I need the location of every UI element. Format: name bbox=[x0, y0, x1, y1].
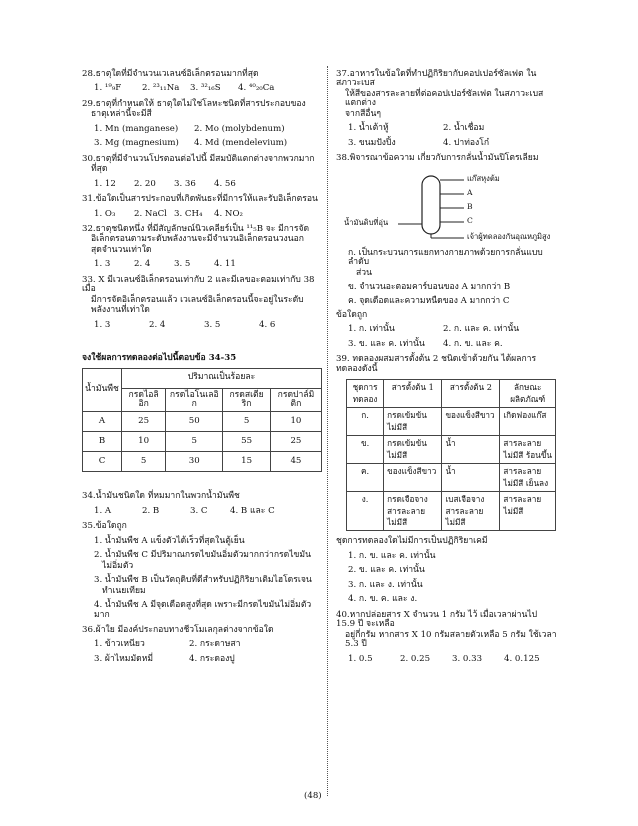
table-cell: ก. bbox=[347, 408, 384, 436]
option-4[interactable]: 4. B และ C bbox=[230, 505, 275, 516]
options bbox=[336, 325, 558, 334]
table-cell: 10 bbox=[122, 432, 166, 452]
option-2[interactable]: 2. ก. และ ค. เท่านั้น bbox=[443, 324, 520, 335]
table-row bbox=[83, 412, 322, 432]
question-30 bbox=[82, 155, 322, 189]
question-text-cont: ให้สีของสารละลายที่ต่อคอปเปอร์ซัลเฟต ในสภาวะเบส แตกต่าง bbox=[345, 88, 544, 109]
question-text: 31.ข้อใดเป็นสารประกอบที่เกิดพันธะที่มีการให้และรับอิเล็กตรอน bbox=[82, 194, 318, 205]
question-text: 28.ธาตุใดที่มีจำนวนเวเลนซ์อิเล็กตรอนมากที่สุด bbox=[82, 69, 259, 79]
option-2[interactable]: 2. น้ำเชื่อม bbox=[443, 123, 485, 134]
options bbox=[82, 537, 322, 620]
table-cell: สารละลายไม่มีสี ร้อนขึ้น bbox=[500, 436, 556, 464]
option-4[interactable]: 4. 0.125 bbox=[504, 653, 540, 664]
question-33 bbox=[82, 276, 322, 330]
option-2[interactable]: 2. 20 bbox=[134, 178, 156, 189]
question-text: 36.ผ้าใย มีองค์ประกอบทางชีวโมเลกุลต่างจากข้อใด bbox=[82, 624, 274, 635]
table-cell: 50 bbox=[166, 412, 223, 432]
statement-a: ก. เป็นกระบวนการแยกทางกายภาพด้วยการกลั่นแบบลำดับ bbox=[348, 247, 543, 268]
table-header-col: กรดไอโนเลอิก bbox=[166, 388, 223, 412]
table-cell: 10 bbox=[270, 412, 321, 432]
question-ask: ชุดการทดลองใดไม่มีการเป็นปฏิกิริยาเคมี bbox=[336, 536, 488, 547]
statement-c: ค. จุดเดือดและความหนืดของ A มากกว่า C bbox=[348, 296, 510, 307]
option-2-cont: ไม่อิ่มตัว bbox=[102, 560, 134, 571]
option-3[interactable]: 3. ก. และ ง. เท่านั้น bbox=[348, 579, 423, 590]
option-1[interactable]: 1. น้ำเต้าหู้ bbox=[348, 123, 389, 134]
table-row bbox=[347, 492, 556, 531]
option-4[interactable]: 4. น้ำมันพืช A มีจุดเดือดสูงที่สุด เพราะมีกรดไขมันไม่อิ่มตัวมาก bbox=[94, 600, 312, 620]
table-header: ชุดการทดลอง bbox=[347, 380, 384, 408]
option-2[interactable]: 2. 4 bbox=[134, 259, 151, 270]
option-2[interactable]: 2. ข. และ ค. เท่านั้น bbox=[348, 565, 425, 576]
option-2[interactable]: 2. Mo (molybdenum) bbox=[194, 123, 285, 134]
option-4[interactable]: 4. ⁴⁰₂₀Ca bbox=[238, 83, 275, 94]
option-3[interactable]: 3. 5 bbox=[204, 319, 221, 330]
option-3[interactable]: 3. ข. และ ค. เท่านั้น bbox=[348, 338, 425, 349]
table-cell: 5 bbox=[223, 412, 271, 432]
question-text-cont: สุดจำนวนเท่าใด bbox=[91, 244, 152, 255]
options bbox=[82, 84, 322, 93]
question-text-cont: จากสีอื่นๆ bbox=[345, 108, 381, 119]
question-text-cont: อยู่กี่กรัม หากสาร X 10 กรัมสลายตัวเหลือ 5 กรัม ใช้เวลา 5.3 ปี bbox=[345, 629, 557, 650]
question-text: 33. X มีเวเลนซ์อิเล็กตรอนเท่ากับ 2 และมีเลขอะตอมเท่ากับ 38 เมื่อ bbox=[82, 274, 315, 295]
question-text: 39. ทดลองผสมสารตั้งต้น 2 ชนิดเข้าด้วยกัน ได้ผลการทดลองดังนี้ bbox=[336, 354, 537, 374]
label-b: B bbox=[467, 201, 473, 211]
options bbox=[336, 552, 558, 605]
question-34 bbox=[82, 492, 322, 516]
option-4[interactable]: 4. 6 bbox=[259, 319, 276, 330]
option-1[interactable]: 1. น้ำมันพืช A แข็งตัวได้เร็วที่สุดในตู้เย็น bbox=[94, 535, 245, 546]
options bbox=[82, 139, 322, 148]
question-text: 37.อาหารในข้อใดที่ทำปฏิกิริยากับคอปเปอร์ซัลเฟต ในสภาวะเบส bbox=[336, 69, 537, 89]
options bbox=[336, 340, 558, 349]
option-4[interactable]: 4. 11 bbox=[214, 259, 236, 270]
option-3[interactable]: 3. ขนมปังปิ้ง bbox=[348, 137, 396, 148]
table-cell: น้ำ bbox=[442, 464, 500, 492]
label-top: แก๊สหุงต้ม bbox=[467, 173, 500, 183]
options bbox=[336, 139, 558, 148]
question-text: 29.ธาตุที่กำหนดให้ ธาตุใดไม่ใช่โลหะชนิดที่สารประกอบของ bbox=[82, 98, 306, 109]
statement-b: ข. จำนวนอะตอมคาร์บอนของ A มากกว่า B bbox=[348, 281, 511, 292]
experiment-table bbox=[346, 379, 556, 531]
table-cell: น้ำ bbox=[442, 436, 500, 464]
option-3[interactable]: 3. 36 bbox=[174, 178, 196, 189]
label-bottom: เจ้าผู้ทดลองกันอุณหภูมิสูง bbox=[467, 231, 551, 241]
options bbox=[82, 507, 322, 516]
left-column bbox=[82, 64, 322, 666]
options bbox=[336, 655, 558, 664]
table-header-group: ปริมาณเป็นร้อยละ bbox=[122, 368, 322, 388]
table-cell: เบสเจือจางสารละลายไม่มีสี bbox=[442, 492, 500, 531]
option-1[interactable]: 1. 3 bbox=[94, 319, 111, 330]
table-header: ลักษณะผลิตภัณฑ์ bbox=[500, 380, 556, 408]
question-text: 32.ธาตุชนิดหนึ่ง ที่มีสัญลักษณ์นิวเคลียร์เป็น ¹¹₅B จะ มีการจัด bbox=[82, 223, 310, 234]
label-crude-oil: น้ำมันดิบที่อุ่น bbox=[344, 217, 389, 227]
option-1[interactable]: 1. ก. ข. และ ค. เท่านั้น bbox=[348, 550, 436, 561]
table-header-col: กรดปาล์มิติก bbox=[270, 388, 321, 412]
option-3[interactable]: 3. 0.33 bbox=[452, 653, 483, 664]
oil-composition-table bbox=[82, 368, 322, 473]
option-4[interactable]: 4. ปาท่องโก๋ bbox=[443, 137, 490, 148]
table-cell: ข. bbox=[347, 436, 384, 464]
question-32 bbox=[82, 225, 322, 270]
table-cell: 30 bbox=[166, 452, 223, 472]
option-4[interactable]: 4. ก. ข. และ ค. bbox=[443, 338, 503, 349]
option-1[interactable]: 1. ก. เท่านั้น bbox=[348, 324, 395, 335]
option-4[interactable]: 4. 56 bbox=[214, 178, 236, 189]
option-1[interactable]: 1. O₃ bbox=[94, 208, 116, 219]
table-cell: กรดเข้มข้นไม่มีสี bbox=[384, 436, 442, 464]
option-1[interactable]: 1. A bbox=[94, 505, 112, 516]
table-cell: สารละลายไม่มีสี เย็นลง bbox=[500, 464, 556, 492]
table-cell: สารละลายไม่มีสี bbox=[500, 492, 556, 531]
option-2[interactable]: 2. 4 bbox=[149, 319, 166, 330]
option-4[interactable]: 4. NO₂ bbox=[214, 208, 243, 219]
table-row bbox=[347, 464, 556, 492]
column-divider bbox=[327, 66, 328, 796]
option-2[interactable]: 2. กระดาษสา bbox=[189, 639, 241, 650]
table-cell: 5 bbox=[122, 452, 166, 472]
options bbox=[82, 260, 322, 269]
distillation-diagram bbox=[336, 166, 558, 244]
table-header: สารตั้งต้น 1 bbox=[384, 380, 442, 408]
options bbox=[82, 655, 322, 664]
option-3[interactable]: 3. C bbox=[190, 505, 208, 516]
question-text-cont: ที่สุด bbox=[91, 164, 108, 175]
option-3[interactable]: 3. 5 bbox=[174, 259, 191, 270]
page-number: (48) bbox=[304, 791, 322, 801]
question-28 bbox=[82, 70, 322, 94]
table-header: สารตั้งต้น 2 bbox=[442, 380, 500, 408]
table-cell: ง. bbox=[347, 492, 384, 531]
table-cell: B bbox=[83, 432, 122, 452]
option-4[interactable]: 4. ก. ข. ค. และ ง. bbox=[348, 594, 418, 605]
option-2[interactable]: 2. B bbox=[142, 505, 160, 516]
option-3[interactable]: 3. CH₄ bbox=[174, 208, 203, 219]
options bbox=[82, 210, 322, 219]
question-text: 35.ข้อใดถูก bbox=[82, 521, 127, 532]
table-cell: ของแข็งสีขาว bbox=[384, 464, 442, 492]
table-cell: 25 bbox=[122, 412, 166, 432]
statement-a-cont: ส่วน bbox=[356, 267, 372, 278]
options bbox=[336, 124, 558, 133]
table-header-col: กรดสเตียริก bbox=[223, 388, 271, 412]
option-1[interactable]: 1. ¹⁹₉F bbox=[94, 83, 122, 94]
table-cell: 25 bbox=[270, 432, 321, 452]
question-text-cont: มีการจัดอิเล็กตรอนแล้ว เวเลนซ์อิเล็กตรอนนี้จะอยู่ในระดับ bbox=[91, 294, 304, 305]
label-c: C bbox=[467, 215, 473, 225]
options bbox=[82, 125, 322, 134]
question-29 bbox=[82, 100, 322, 149]
question-text: 30.ธาตุที่มีจำนวนโปรตอนต่อไปนี้ มีสมบัติแตกต่างจากพวกมาก bbox=[82, 153, 315, 164]
option-1[interactable]: 1. 3 bbox=[94, 259, 111, 270]
option-1[interactable]: 1. ข้าวเหนียว bbox=[94, 639, 145, 650]
question-text-cont: ธาตุเหล่านี้จะมีสี bbox=[91, 109, 152, 120]
question-39 bbox=[336, 355, 558, 605]
table-row bbox=[347, 408, 556, 436]
label-a: A bbox=[467, 187, 473, 197]
question-37 bbox=[336, 70, 558, 148]
option-2[interactable]: 2. 0.25 bbox=[400, 653, 431, 664]
table-cell: 15 bbox=[223, 452, 271, 472]
question-text: 40.หากปล่อยสาร X จำนวน 1 กรัม ไว้ เมื่อเวลาผ่านไป 15.9 ปี จะเหลือ bbox=[336, 609, 538, 630]
table-header-col: กรดไอลิอิก bbox=[122, 388, 166, 412]
table-cell: ค. bbox=[347, 464, 384, 492]
question-36 bbox=[82, 626, 322, 664]
table-cell: ของแข็งสีขาว bbox=[442, 408, 500, 436]
option-2[interactable]: 2. น้ำมันพืช C มีปริมาณกรดไขมันอิ่มตัวมากกว่ากรดไขมัน bbox=[94, 550, 311, 561]
question-ask: ข้อใดถูก bbox=[336, 309, 368, 320]
table-cell: 45 bbox=[270, 452, 321, 472]
option-1[interactable]: 1. Mn (manganese) bbox=[94, 123, 179, 134]
right-column bbox=[336, 64, 558, 666]
option-3[interactable]: 3. ผ้าไหมมัดหมี่ bbox=[94, 653, 154, 664]
table-row bbox=[83, 452, 322, 472]
table-header-oil: น้ำมันพืช bbox=[83, 368, 122, 412]
option-3[interactable]: 3. น้ำมันพืช B เป็นวัตถุดิบที่ดีสำหรับปฏิกิริยาเติมไฮโดรเจน bbox=[94, 575, 312, 586]
option-2[interactable]: 2. NaCl bbox=[134, 208, 167, 219]
option-4[interactable]: 4. Md (mendelevium) bbox=[194, 138, 288, 149]
table-cell: กรดเจือจางสารละลายไม่มีสี bbox=[384, 492, 442, 531]
option-3-cont: ทำเนยเทียม bbox=[102, 585, 146, 596]
question-text: 38.พิจารณาข้อความ เกี่ยวกับการกลั่นน้ำมันปิโตรเลียม bbox=[336, 153, 539, 164]
question-38 bbox=[336, 154, 558, 349]
question-31 bbox=[82, 195, 322, 219]
question-text-cont: พลังงานที่เท่าใด bbox=[91, 305, 150, 316]
question-text: 34.น้ำมันชนิดใด ที่หมมากในพวกน้ำมันพืช bbox=[82, 491, 240, 502]
options bbox=[82, 321, 322, 330]
table-cell: A bbox=[83, 412, 122, 432]
statements bbox=[336, 249, 558, 307]
table-row bbox=[347, 436, 556, 464]
table-cell: 55 bbox=[223, 432, 271, 452]
options bbox=[82, 640, 322, 649]
table-cell: เกิดฟองแก๊ส bbox=[500, 408, 556, 436]
question-40 bbox=[336, 611, 558, 664]
option-1[interactable]: 1. 12 bbox=[94, 178, 116, 189]
option-3[interactable]: 3. Mg (magnesium) bbox=[94, 138, 179, 149]
option-2[interactable]: 2. ²³₁₁Na bbox=[142, 83, 180, 94]
table-cell: 5 bbox=[166, 432, 223, 452]
option-1[interactable]: 1. 0.5 bbox=[348, 653, 373, 664]
options bbox=[82, 180, 322, 189]
table-cell: กรดเข้มข้นไม่มีสี bbox=[384, 408, 442, 436]
question-35 bbox=[82, 522, 322, 620]
question-text-cont: อิเล็กตรอนตามระดับพลังงานจะมีจำนวนอิเล็กตรอนวงนอก bbox=[91, 234, 304, 245]
table-row bbox=[83, 432, 322, 452]
option-3[interactable]: 3. ³²₁₆S bbox=[190, 83, 221, 94]
option-4[interactable]: 4. กระดองปู bbox=[189, 653, 235, 664]
table-cell: C bbox=[83, 452, 122, 472]
section-heading: จงใช้ผลการทดลองต่อไปนี้ตอบข้อ 34-35 bbox=[82, 353, 237, 364]
